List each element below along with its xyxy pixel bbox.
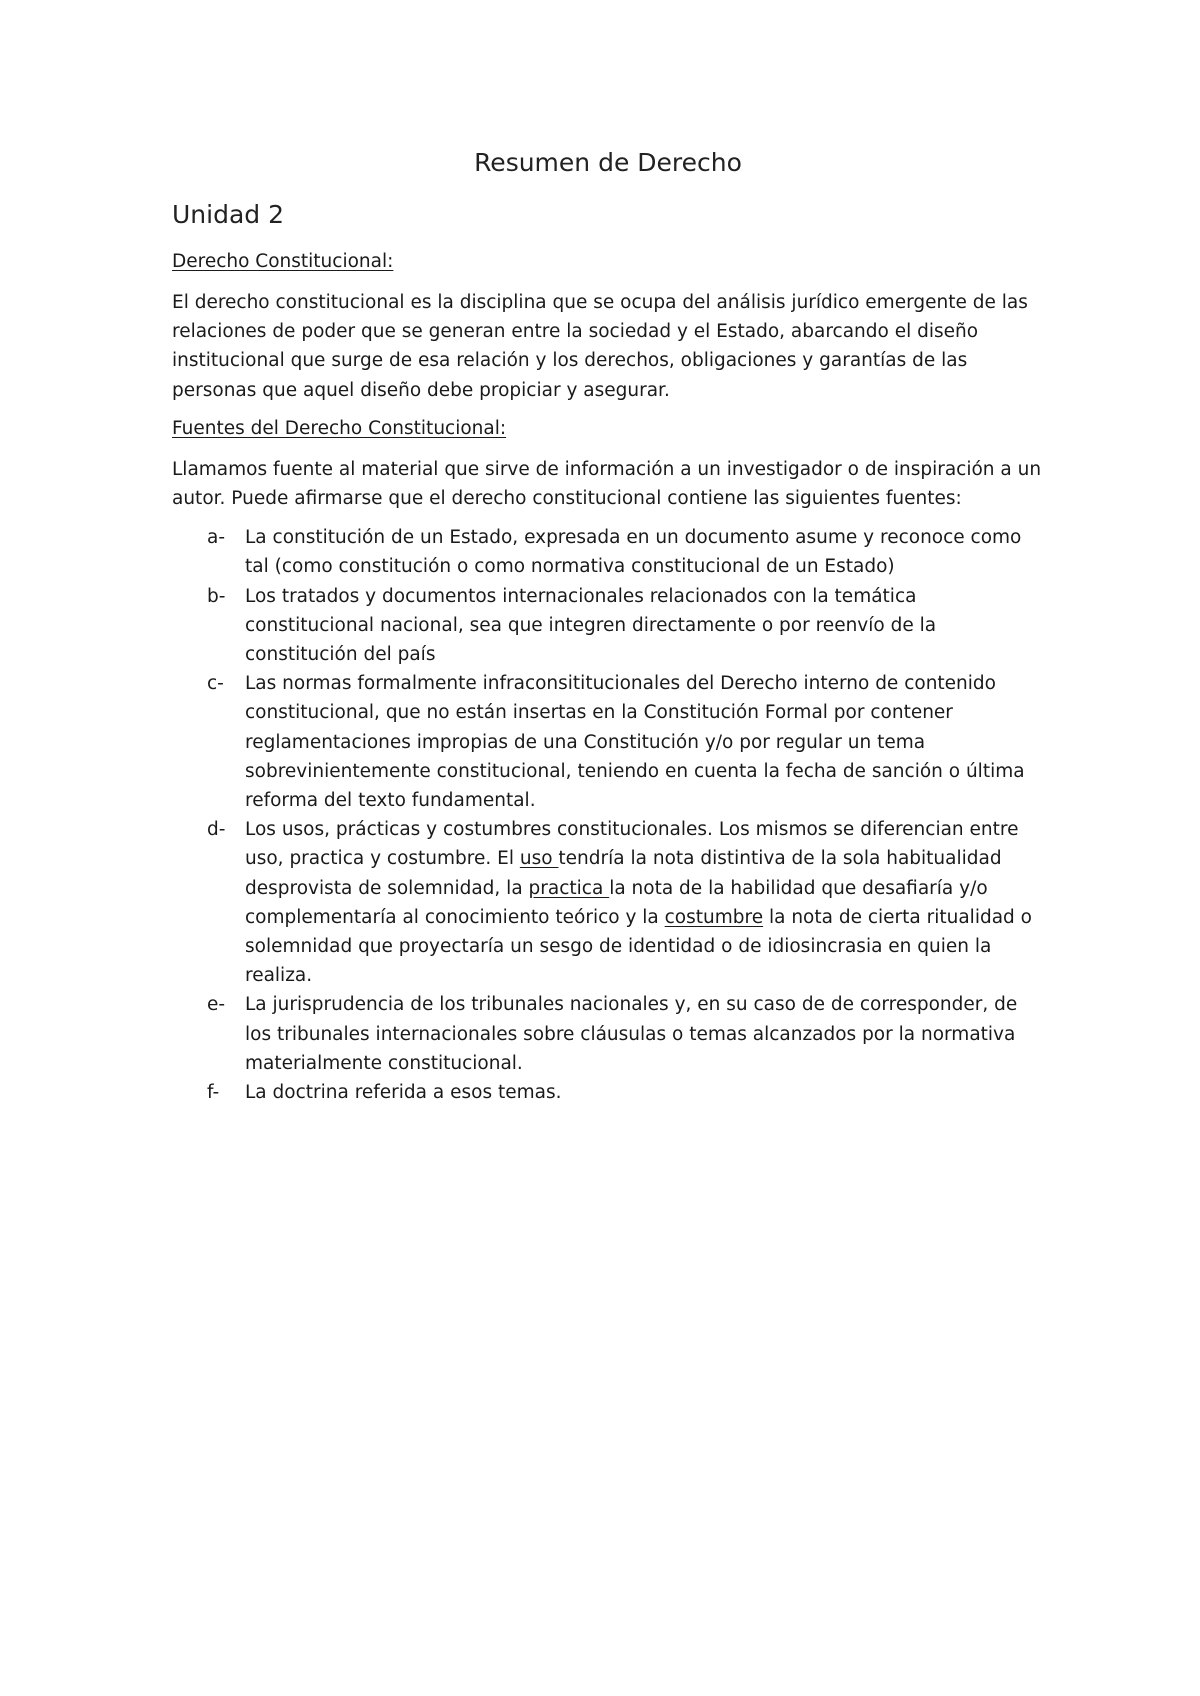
list-item-f [172, 1078, 1044, 1107]
paragraph-definicion: El derecho constitucional es la disciplina que se ocupa del análisis jurídico emergente de las relaciones de poder que se generan entre la sociedad y el Estado, abarcando el diseño institucional que surge de esa relación y los derechos, obligaciones y garantías de las personas que aquel diseño debe propiciar y asegurar. [172, 292, 1028, 401]
list-marker: c- [207, 673, 224, 695]
list-item-text: Las normas formalmente infraconsititucionales del Derecho interno de contenido constitucional, que no están insertas en la Constitución Formal por contener reglamentaciones impropias de una Constitución y/o por regular un tema sobrevinientemente constitucional, teniendo en cuenta la fecha de sanción o última reforma del texto fundamental. [245, 673, 1025, 812]
list-item-d [172, 815, 1044, 990]
paragraph-fuentes-intro: Llamamos fuente al material que sirve de información a un investigador o de inspiración a un autor. Puede afirmarse que el derecho constitucional contiene las siguientes fuentes: [172, 458, 1042, 510]
list-item-text: La constitución de un Estado, expresada en un documento asume y reconoce como tal (como constitución o como normativa constitucional de un Estado) [245, 527, 1022, 578]
text-run: Los usos, prácticas y costumbres constitucionales. Los mismos se diferencian entre uso, practica y costumbre. El [245, 819, 1019, 870]
underlined-term-costumbre: costumbre [664, 906, 764, 928]
list-item-text: La jurisprudencia de los tribunales nacionales y, en su caso de de corresponder, de los tribunales internacionales sobre cláusulas o temas alcanzados por la normativa materialmente constitucional. [245, 994, 1018, 1074]
text-run: tendría la nota distintiva de la sola habitualidad desprovista de solemnidad, la [245, 848, 1002, 899]
underlined-term-uso: uso [519, 848, 559, 870]
list-item-c [172, 669, 1044, 815]
list-marker: d- [207, 819, 226, 841]
document-title: Resumen de Derecho [474, 148, 742, 177]
document-content [172, 146, 1044, 1107]
list-item-text: La doctrina referida a esos temas. [245, 1082, 562, 1104]
text-run: la nota de cierta ritualidad o solemnidad que proyectaría un sesgo de identidad o de idiosincrasia en quien la realiza. [245, 906, 1032, 987]
list-item-a [172, 523, 1044, 581]
fuentes-list [172, 523, 1044, 1107]
list-marker: f- [207, 1082, 220, 1104]
list-item-e [172, 990, 1044, 1078]
section-heading-derecho-constitucional: Derecho Constitucional: [172, 251, 394, 272]
unit-heading: Unidad 2 [172, 200, 284, 229]
list-marker: e- [207, 994, 226, 1016]
list-item-text [245, 815, 1044, 990]
underlined-term-practica: practica [528, 877, 610, 899]
list-marker: b- [207, 585, 226, 607]
list-marker: a- [207, 527, 226, 549]
list-item-text: Los tratados y documentos internacionales relacionados con la temática constitucional nacional, sea que integren directamente o por reenvío de la constitución del país [245, 585, 937, 666]
text-run: la nota de la habilidad que desafiaría y/o complementaría al conocimiento teórico y la [245, 877, 988, 928]
list-item-b [172, 582, 1044, 670]
section-heading-fuentes: Fuentes del Derecho Constitucional: [172, 417, 507, 439]
